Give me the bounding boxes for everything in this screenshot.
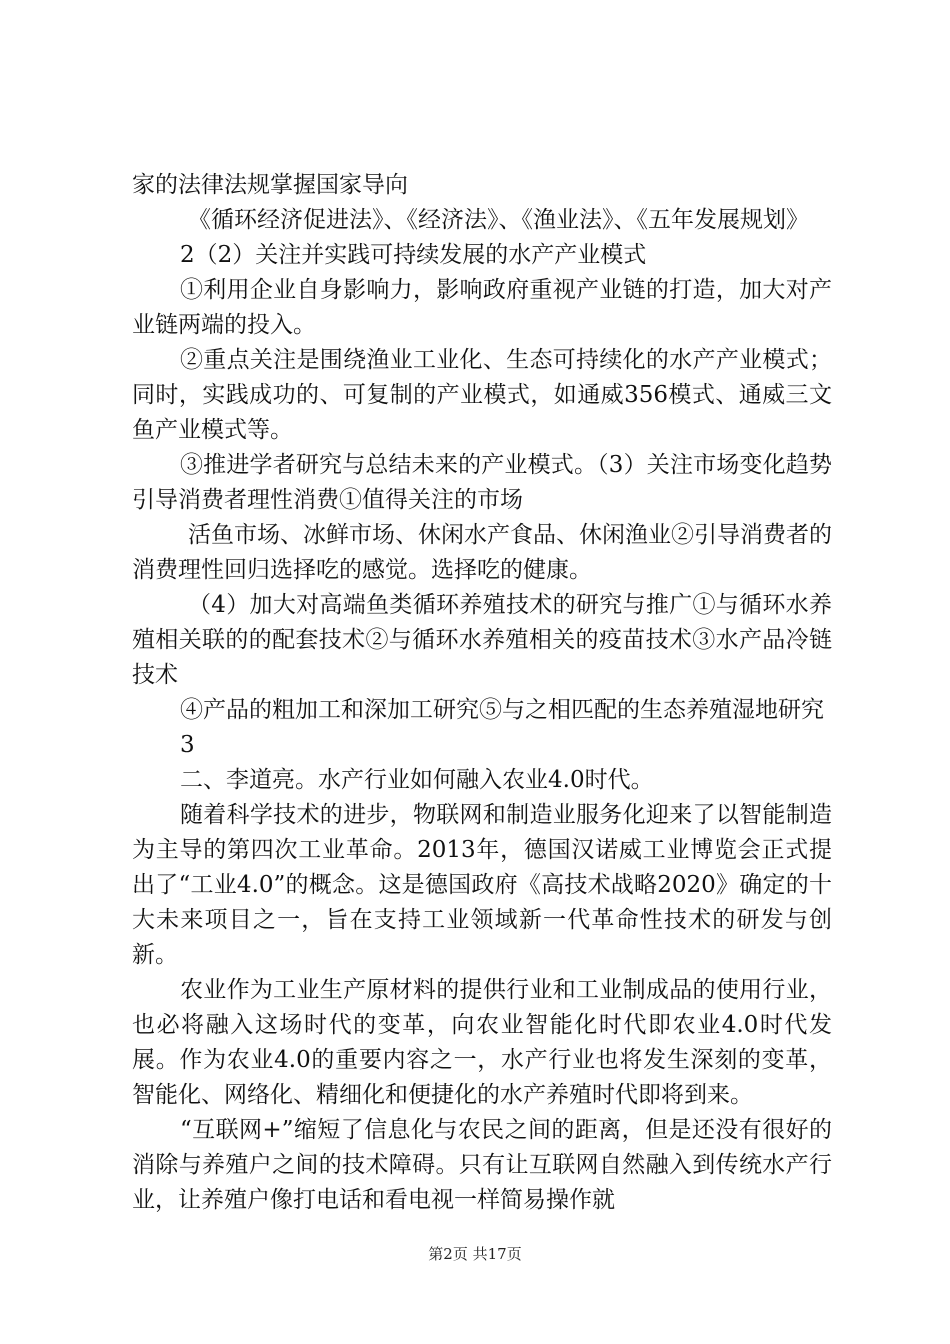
page-number-label: 第2页 共17页 <box>428 1245 522 1263</box>
paragraph-10: 3 <box>180 732 195 758</box>
paragraph-5: ②重点关注是围绕渔业工业化、生态可持续化的水产产业模式；同时，实践成功的、可复制的产业模式，如通威356模式、通威三文鱼产业模式等。 <box>132 347 832 443</box>
paragraph-6: ③推进学者研究与总结未来的产业模式。（3）关注市场变化趋势引导消费者理性消费①值得关注的市场 <box>132 452 832 513</box>
paragraph-7: 活鱼市场、冰鲜市场、休闲水产食品、休闲渔业②引导消费者的消费理性回归选择吃的感觉。选择吃的健康。 <box>132 522 832 583</box>
paragraph-4: ①利用企业自身影响力，影响政府重视产业链的打造，加大对产业链两端的投入。 <box>132 277 832 338</box>
paragraph-3: 2（2）关注并实践可持续发展的水产产业模式 <box>180 242 647 268</box>
paragraph-8: （4）加大对高端鱼类循环养殖技术的研究与推广①与循环水养殖相关联的的配套技术②与循环水养殖相关的疫苗技术③水产品冷链技术 <box>132 592 832 688</box>
paragraph-13: 农业作为工业生产原材料的提供行业和工业制成品的使用行业，也必将融入这场时代的变革，向农业智能化时代即农业4.0时代发展。作为农业4.0的重要内容之一，水产行业也将发生深刻的变革，智能化、网络化、精细化和便捷化的水产养殖时代即将到来。 <box>132 977 832 1108</box>
paragraph-2: 《循环经济促进法》、《经济法》、《渔业法》、《五年发展规划》 <box>188 207 809 233</box>
paragraph-9: ④产品的粗加工和深加工研究⑤与之相匹配的生态养殖湿地研究 <box>180 697 824 723</box>
paragraph-1: 家的法律法规掌握国家导向 <box>132 172 408 198</box>
paragraph-12: 随着科学技术的进步，物联网和制造业服务化迎来了以智能制造为主导的第四次工业革命。2013年，德国汉诺威工业博览会正式提出了“工业4.0”的概念。这是德国政府《高技术战略2020》确定的十大未来项目之一，旨在支持工业领域新一代革命性技术的研发与创新。 <box>132 802 832 968</box>
paragraph-14: “互联网+”缩短了信息化与农民之间的距离，但是还没有很好的消除与养殖户之间的技术障碍。只有让互联网自然融入到传统水产行业，让养殖户像打电话和看电视一样简易操作就 <box>132 1117 832 1213</box>
section-heading: 二、李道亮。水产行业如何融入农业4.0时代。 <box>180 767 654 793</box>
page-footer <box>0 1244 950 1264</box>
document-body <box>132 168 832 1218</box>
